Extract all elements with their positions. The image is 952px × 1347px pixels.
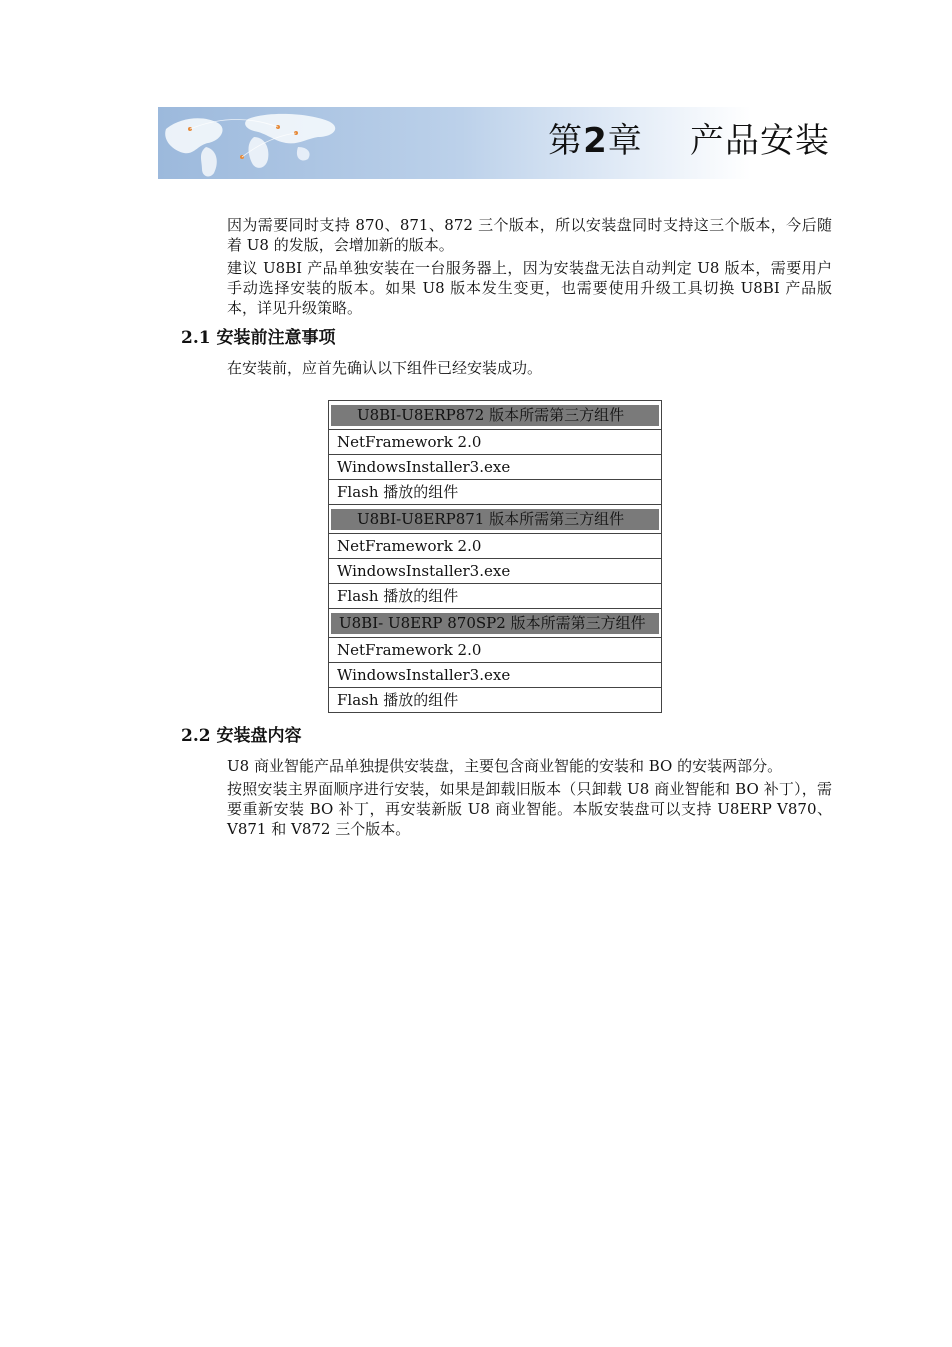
table-row — [329, 663, 662, 688]
intro-paragraph-2: 建议 U8BI 产品单独安装在一台服务器上，因为安装盘无法自动判定 U8 版本，需要用户手动选择安装的版本。如果 U8 版本发生变更，也需要使用升级工具切换 U8BI 产品版本，详见升级策略。 — [227, 259, 832, 317]
chapter-number: 2 — [583, 121, 608, 161]
component-item: NetFramework 2.0 — [329, 534, 662, 559]
component-item: WindowsInstaller3.exe — [329, 455, 662, 480]
section-heading-2-2: 2.2 安装盘内容 — [181, 726, 302, 746]
group-header-871: U8BI-U8ERP871 版本所需第三方组件 — [331, 509, 659, 530]
group-header-row — [329, 609, 662, 638]
component-item: NetFramework 2.0 — [329, 638, 662, 663]
table-row — [329, 638, 662, 663]
component-item: Flash 播放的组件 — [329, 584, 662, 609]
section-2-2-paragraph-2: 按照安装主界面顺序进行安装，如果是卸载旧版本（只卸载 U8 商业智能和 BO 补丁），需要重新安装 BO 补丁，再安装新版 U8 商业智能。本版安装盘可以支持 U8ERP V870、V871 和 V872 三个版本。 — [227, 780, 832, 838]
component-item: Flash 播放的组件 — [329, 688, 662, 713]
component-item: WindowsInstaller3.exe — [329, 559, 662, 584]
group-header-872: U8BI-U8ERP872 版本所需第三方组件 — [331, 405, 659, 426]
table-row — [329, 688, 662, 713]
chapter-title: 第2章 产品安装 — [548, 121, 830, 161]
table-row — [329, 534, 662, 559]
table-row — [329, 480, 662, 505]
table-row — [329, 584, 662, 609]
table-row — [329, 455, 662, 480]
group-header-row — [329, 401, 662, 430]
component-item: NetFramework 2.0 — [329, 430, 662, 455]
component-item: Flash 播放的组件 — [329, 480, 662, 505]
world-map-image — [158, 107, 488, 179]
table-row — [329, 430, 662, 455]
chapter-name: 产品安装 — [690, 121, 830, 161]
component-item: WindowsInstaller3.exe — [329, 663, 662, 688]
chapter-banner — [158, 107, 832, 179]
group-header-row — [329, 505, 662, 534]
section-2-1-text: 在安装前，应首先确认以下组件已经安装成功。 — [227, 359, 543, 377]
group-header-870sp2: U8BI- U8ERP 870SP2 版本所需第三方组件 — [331, 613, 659, 634]
components-table — [328, 400, 662, 713]
section-2-2-paragraph-1: U8 商业智能产品单独提供安装盘，主要包含商业智能的安装和 BO 的安装两部分。 — [227, 757, 783, 775]
table-row — [329, 559, 662, 584]
section-heading-2-1: 2.1 安装前注意事项 — [181, 328, 336, 348]
intro-paragraph-1: 因为需要同时支持 870、871、872 三个版本，所以安装盘同时支持这三个版本，今后随着 U8 的发版，会增加新的版本。 — [227, 216, 832, 254]
